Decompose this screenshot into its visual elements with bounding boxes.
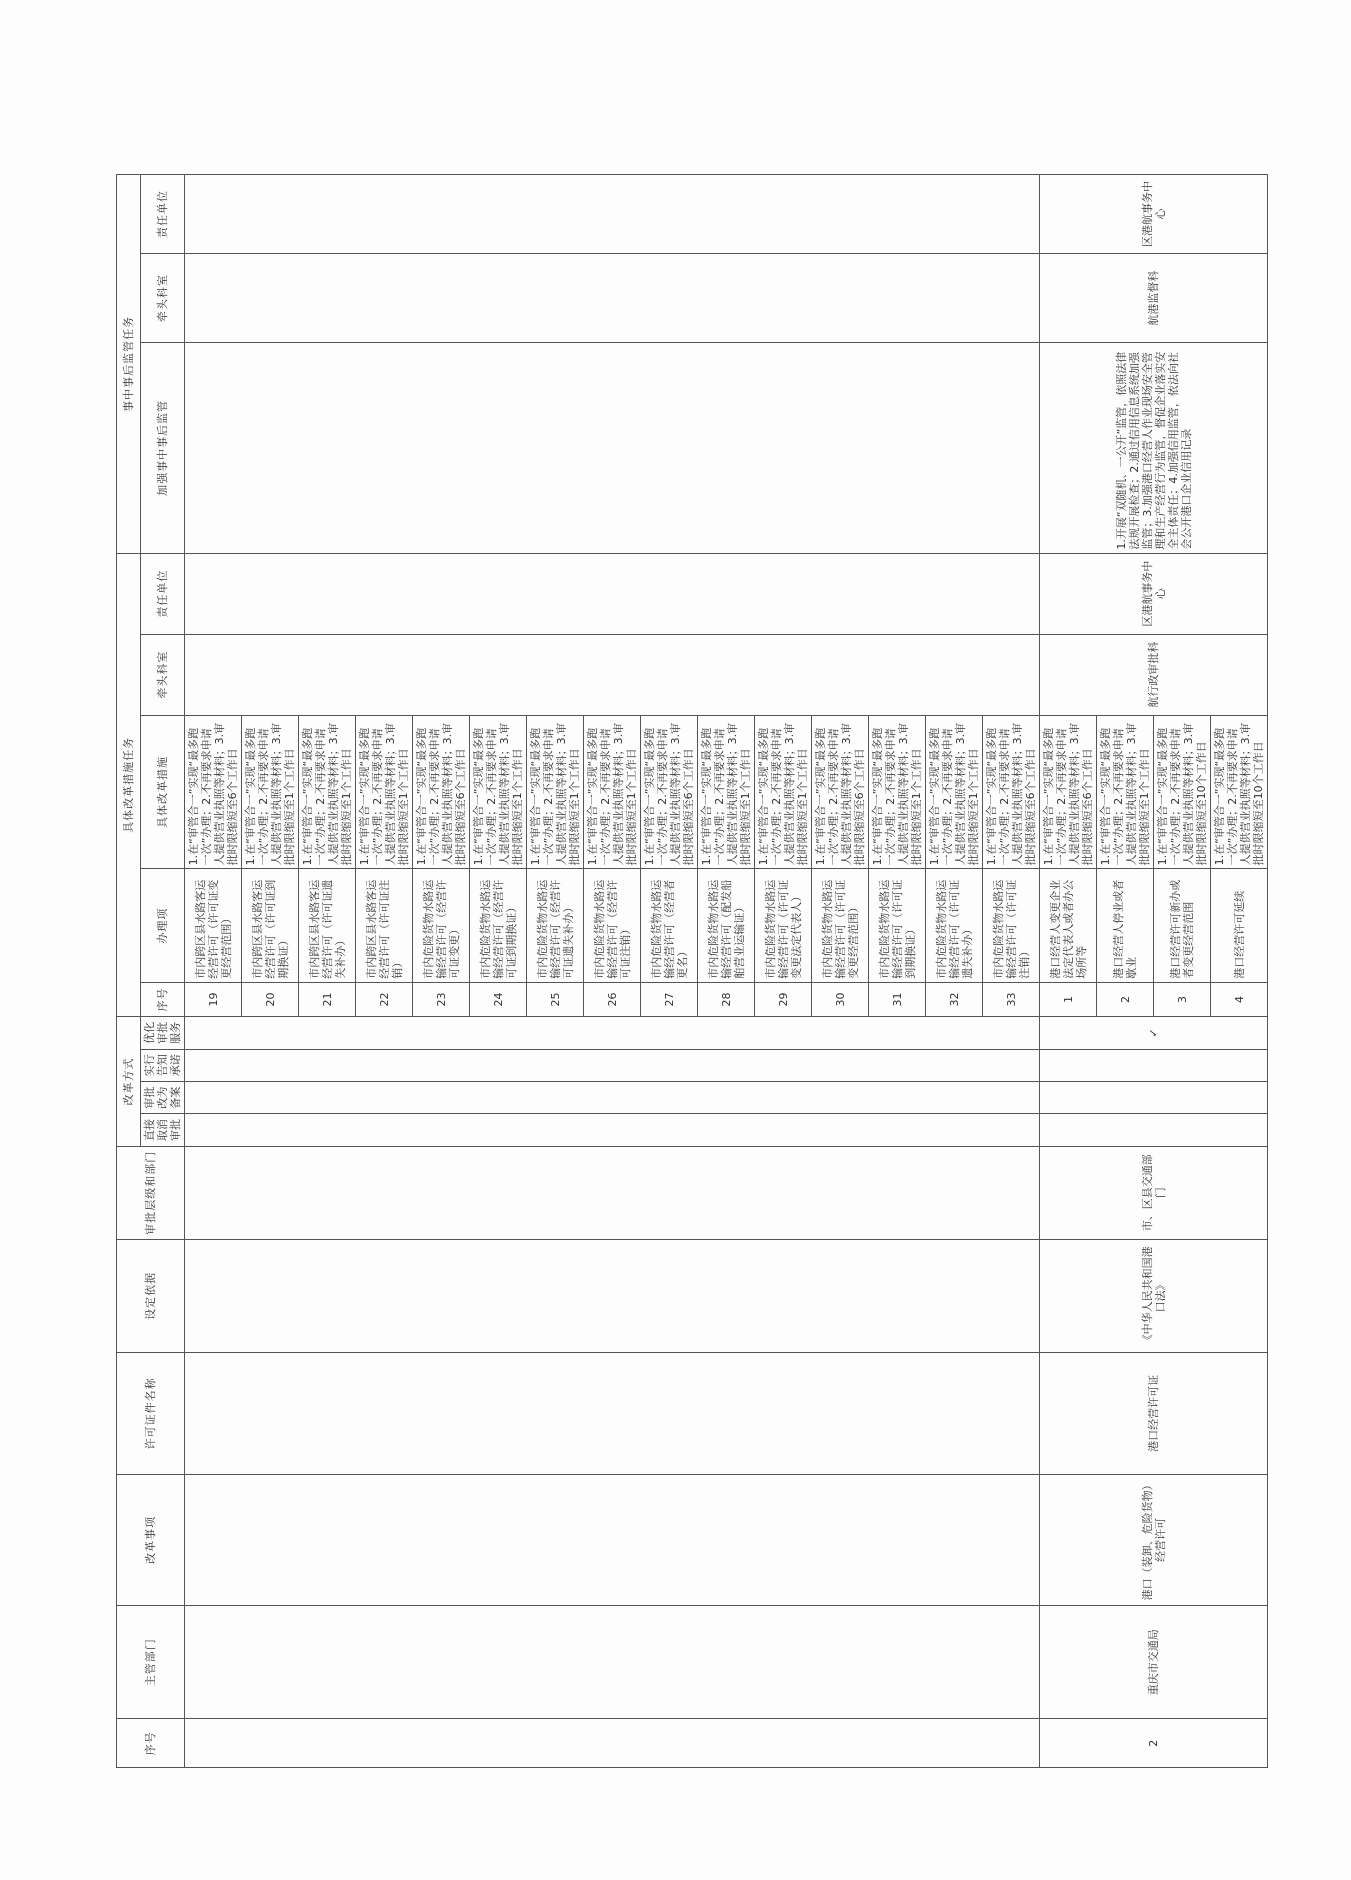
row-handle-item: 市内危险货物水路运输经营许可（配发船舶营业运输证）	[698, 869, 755, 982]
row-seq: 21	[299, 982, 356, 1016]
row-measure: 1.在“审管合一”实现“最多跑一次”办理；2.不再要求申请人提供营业执照等材料；3.审批时限缩短至1个工作日	[299, 715, 356, 869]
block2-sup-resp-unit: 区港航事务中心	[1040, 175, 1268, 254]
header-basis: 设定依据	[117, 1239, 185, 1352]
row-seq: 24	[470, 982, 527, 1016]
row-handle-item: 港口经营许可新办或者变更经营范围	[1154, 869, 1211, 982]
row-handle-item: 市内危险货物水路运输经营许可（许可证变更经营范围）	[812, 869, 869, 982]
header-mode-optimize: 优化审批服务	[141, 1017, 185, 1049]
header-seq: 序号	[117, 1719, 185, 1768]
row-handle-item: 市内跨区县水路客运经营许可（许可证到期换证）	[242, 869, 299, 982]
blank-basis-cell	[185, 1239, 1040, 1352]
header-sup-resp-unit: 责任单位	[141, 175, 185, 254]
row-measure: 1.在“审管合一”实现“最多跑一次”办理；2.不再要求申请人提供营业执照等材料；3.审批时限缩短至1个工作日	[926, 715, 983, 869]
block2-optimize-check-icon: ✓	[1040, 1017, 1268, 1049]
blank-resp-cell	[185, 553, 1040, 634]
row-measure: 1.在“审管合一”实现“最多跑一次”办理；2.不再要求申请人提供营业执照等材料；3.审批时限缩短至1个工作日	[698, 715, 755, 869]
row-measure: 1.在“审管合一”实现“最多跑一次”办理；2.不再要求申请人提供营业执照等材料；3.审批时限缩短至6个工作日	[1040, 715, 1097, 869]
blank-mode-cell	[185, 1114, 1040, 1146]
block2-mode-record	[1040, 1081, 1268, 1113]
row-measure: 1.在“审管合一”实现“最多跑一次”办理；2.不再要求申请人提供营业执照等材料；3.审批时限缩短至10个工作日	[1154, 715, 1211, 869]
block2-mode-cancel	[1040, 1114, 1268, 1146]
blank-lead-cell	[185, 634, 1040, 715]
blank-level-cell	[185, 1146, 1040, 1239]
row-handle-item: 港口经营许可延续	[1211, 869, 1268, 982]
header-sub-seq: 序号	[141, 982, 185, 1016]
header-level-dept: 审批层级和部门	[117, 1146, 185, 1239]
row-handle-item: 市内危险货物水路运输经营许可（经营许可证遗失补办）	[527, 869, 584, 982]
row-handle-item: 港口经营人变更企业法定代表人或者办公场所等	[1040, 869, 1097, 982]
reform-table	[116, 174, 1268, 1768]
row-handle-item: 市内危险货物水路运输经营许可（经营许可证变更）	[413, 869, 470, 982]
block2-sup-lead-office: 航港监督科	[1040, 254, 1268, 343]
blank-item-cell	[185, 1474, 1040, 1606]
block2-license-name: 港口经营许可证	[1040, 1353, 1268, 1474]
block2-lead-office: 航行政审批科	[1040, 634, 1268, 715]
rotated-table-holder	[116, 174, 1265, 1768]
row-seq: 27	[641, 982, 698, 1016]
row-measure: 1.在“审管合一”实现“最多跑一次”办理；2.不再要求申请人提供营业执照等材料；3.审批时限缩短至6个工作日	[185, 715, 242, 869]
row-seq: 23	[413, 982, 470, 1016]
header-mode-cancel: 直接取消审批	[141, 1114, 185, 1146]
header-measures: 具体改革措施	[141, 715, 185, 869]
header-lead-office: 牵头科室	[141, 634, 185, 715]
row-measure: 1.在“审管合一”实现“最多跑一次”办理；2.不再要求申请人提供营业执照等材料；3.审批时限缩短至1个工作日	[356, 715, 413, 869]
row-seq: 29	[755, 982, 812, 1016]
blank-mode-cell	[185, 1081, 1040, 1113]
row-seq: 4	[1211, 982, 1268, 1016]
block2-dept: 重庆市交通局	[1040, 1606, 1268, 1719]
row-seq: 20	[242, 982, 299, 1016]
row-seq: 33	[983, 982, 1040, 1016]
block2-resp-unit: 区港航事务中心	[1040, 553, 1268, 634]
header-resp-unit: 责任单位	[141, 553, 185, 634]
row-measure: 1.在“审管合一”实现“最多跑一次”办理；2.不再要求申请人提供营业执照等材料；3.审批时限缩短至6个工作日	[983, 715, 1040, 869]
block2-level-dept: 市、区县交通部门	[1040, 1146, 1268, 1239]
row-measure: 1.在“审管合一”实现“最多跑一次”办理；2.不再要求申请人提供营业执照等材料；3.审批时限缩短至6个工作日	[641, 715, 698, 869]
row-seq: 3	[1154, 982, 1211, 1016]
blank-mode-cell	[185, 1049, 1040, 1081]
block2-seq: 2	[1040, 1719, 1268, 1768]
row-seq: 26	[584, 982, 641, 1016]
block2-supervise: 1.开展“双随机、一公开”监管，依照法律法规开展检查；2.通过信用信息系统加强监管；3.加强港口经营人作业现场安全管理和生产经营行为监管，督促企业落实安全主体责任；4.加强信用监管，依法向社会公开港口企业信用记录	[1040, 343, 1268, 554]
row-measure: 1.在“审管合一”实现“最多跑一次”办理；2.不再要求申请人提供营业执照等材料；3.审批时限缩短至6个工作日	[413, 715, 470, 869]
row-handle-item: 市内危险货物水路运输经营许可（许可证变更法定代表人）	[755, 869, 812, 982]
row-measure: 1.在“审管合一”实现“最多跑一次”办理；2.不再要求申请人提供营业执照等材料；3.审批时限缩短至1个工作日	[1097, 715, 1154, 869]
row-seq: 32	[926, 982, 983, 1016]
blank-sup-resp-cell	[185, 175, 1040, 254]
row-measure: 1.在“审管合一”实现“最多跑一次”办理；2.不再要求申请人提供营业执照等材料；3.审批时限缩短至10个工作日	[1211, 715, 1268, 869]
header-mode-record: 审批改为备案	[141, 1081, 185, 1113]
row-measure: 1.在“审管合一”实现“最多跑一次”办理；2.不再要求申请人提供营业执照等材料；3.审批时限缩短至1个工作日	[755, 715, 812, 869]
row-handle-item: 市内跨区县水路客运经营许可（许可证注销）	[356, 869, 413, 982]
row-handle-item: 市内危险货物水路运输经营许可（经营者更名）	[641, 869, 698, 982]
header-sup-lead-office: 牵头科室	[141, 254, 185, 343]
row-seq: 25	[527, 982, 584, 1016]
header-dept: 主管部门	[117, 1606, 185, 1719]
row-handle-item: 市内跨区县水路客运经营许可（许可证遗失补办）	[299, 869, 356, 982]
row-measure: 1.在“审管合一”实现“最多跑一次”办理；2.不再要求申请人提供营业执照等材料；3.审批时限缩短至1个工作日	[470, 715, 527, 869]
row-seq: 19	[185, 982, 242, 1016]
blank-license-cell	[185, 1353, 1040, 1474]
row-measure: 1.在“审管合一”实现“最多跑一次”办理；2.不再要求申请人提供营业执照等材料；3.审批时限缩短至1个工作日	[869, 715, 926, 869]
header-license-name: 许可证件名称	[117, 1353, 185, 1474]
row-handle-item: 港口经营人停业或者歇业	[1097, 869, 1154, 982]
row-seq: 2	[1097, 982, 1154, 1016]
row-measure: 1.在“审管合一”实现“最多跑一次”办理；2.不再要求申请人提供营业执照等材料；3.审批时限缩短至1个工作日	[242, 715, 299, 869]
block2-item: 港口（装卸、危险货物）经营许可	[1040, 1474, 1268, 1606]
header-reform-mode: 改革方式	[117, 1017, 141, 1147]
row-seq: 28	[698, 982, 755, 1016]
block2-basis: 《中华人民共和国港口法》	[1040, 1239, 1268, 1352]
blank-sup-lead-cell	[185, 254, 1040, 343]
header-measures-group: 具体改革措施任务	[117, 553, 141, 1017]
row-handle-item: 市内跨区县水路客运经营许可（许可证变更经营范围）	[185, 869, 242, 982]
row-handle-item: 市内危险货物水路运输经营许可（许可证注销）	[983, 869, 1040, 982]
header-item: 改革事项	[117, 1474, 185, 1606]
block2-mode-notify	[1040, 1049, 1268, 1081]
row-handle-item: 市内危险货物水路运输经营许可（经营许可证到期换证）	[470, 869, 527, 982]
row-handle-item: 市内危险货物水路运输经营许可（许可证遗失补办）	[926, 869, 983, 982]
header-supervise-group: 事中事后监管任务	[117, 175, 141, 554]
row-seq: 1	[1040, 982, 1097, 1016]
blank-mode-cell	[185, 1017, 1040, 1049]
row-seq: 31	[869, 982, 926, 1016]
row-measure: 1.在“审管合一”实现“最多跑一次”办理；2.不再要求申请人提供营业执照等材料；3.审批时限缩短至6个工作日	[812, 715, 869, 869]
row-measure: 1.在“审管合一”实现“最多跑一次”办理；2.不再要求申请人提供营业执照等材料；3.审批时限缩短至1个工作日	[527, 715, 584, 869]
row-handle-item: 市内危险货物水路运输经营许可（经营许可证注销）	[584, 869, 641, 982]
row-seq: 30	[812, 982, 869, 1016]
header-mode-notify: 实行告知承诺	[141, 1049, 185, 1081]
header-handle-item: 办理项	[141, 869, 185, 982]
row-handle-item: 市内危险货物水路运输经营许可（许可证到期换证）	[869, 869, 926, 982]
blank-supervise-cell	[185, 343, 1040, 554]
row-measure: 1.在“审管合一”实现“最多跑一次”办理；2.不再要求申请人提供营业执照等材料；3.审批时限缩短至1个工作日	[584, 715, 641, 869]
header-supervise: 加强事中事后监管	[141, 343, 185, 554]
blank-dept-cell	[185, 1606, 1040, 1719]
blank-seq-cell	[185, 1719, 1040, 1768]
row-seq: 22	[356, 982, 413, 1016]
